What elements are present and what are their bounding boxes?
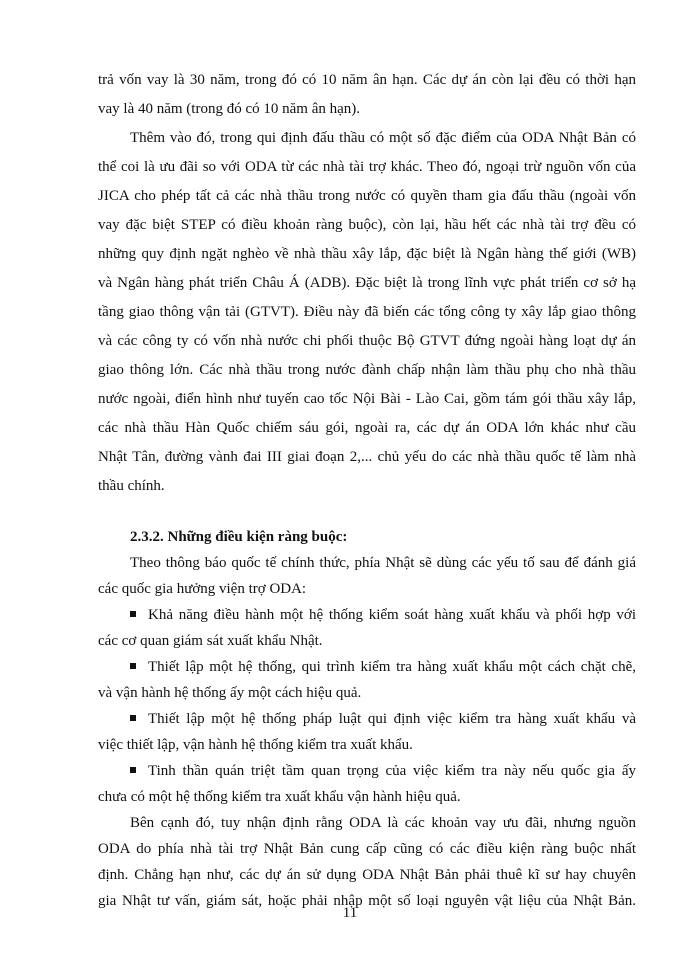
square-bullet-icon — [130, 715, 136, 721]
paragraph-line: thể coi là ưu đãi so với ODA từ các nhà tài trợ khác. Theo đó, ngoại trừ nguồn vốn của — [98, 159, 636, 175]
paragraph-line: định. Chẳng hạn như, các dự án sử dụng ODA Nhật Bản phải thuê kĩ sư hay chuyên — [98, 867, 636, 883]
square-bullet-icon — [130, 767, 136, 773]
paragraph-line: Theo thông báo quốc tế chính thức, phía Nhật sẽ dùng các yếu tố sau để đánh giá — [130, 555, 636, 571]
paragraph-line: những quy định ngặt nghèo về nhà thầu xây lắp, đặc biệt là Ngân hàng thế giới (WB) — [98, 246, 636, 262]
square-bullet-icon — [130, 611, 136, 617]
paragraph-line: Nhật Tân, đường vành đai III giai đoạn 2,... chủ yếu do các nhà thầu quốc tế làm nhà — [98, 449, 636, 465]
bullet-text: Khả năng điều hành một hệ thống kiểm soát hàng xuất khẩu và phối hợp với — [148, 607, 636, 623]
page-number: 11 — [342, 905, 358, 921]
section-heading: 2.3.2. Những điều kiện ràng buộc: — [130, 529, 348, 545]
paragraph-line: và Ngân hàng phát triển Châu Á (ADB). Đặc biệt là trong lĩnh vực phát triển cơ sở hạ — [98, 275, 636, 291]
paragraph-line: thầu chính. — [98, 478, 165, 494]
bullet-continuation: chưa có một hệ thống kiểm tra xuất khẩu vận hành hiệu quả. — [98, 789, 461, 805]
bullet-text: Tinh thần quán triệt tầm quan trọng của việc kiểm tra này nếu quốc gia ấy — [148, 763, 636, 779]
bullet-item — [130, 657, 636, 677]
bullet-item — [130, 709, 636, 729]
square-bullet-icon — [130, 663, 136, 669]
paragraph-line: và các công ty có vốn nhà nước chi phối thuộc Bộ GTVT đứng ngoài hàng loạt dự án — [98, 333, 636, 349]
bullet-item — [130, 605, 636, 625]
bullet-text: Thiết lập một hệ thống, qui trình kiểm tra hàng xuất khẩu một cách chặt chẽ, — [148, 659, 636, 675]
bullet-item — [130, 761, 636, 781]
paragraph-line: nước ngoài, điển hình như tuyến cao tốc Nội Bài - Lào Cai, gồm tám gói thầu xây lắp, — [98, 391, 636, 407]
bullet-continuation: các cơ quan giám sát xuất khẩu Nhật. — [98, 633, 323, 649]
paragraph-line: ODA do phía nhà tài trợ Nhật Bản cung cấp cũng có các điều kiện ràng buộc nhất — [98, 841, 636, 857]
paragraph-line: các quốc gia hưởng viện trợ ODA: — [98, 581, 307, 597]
paragraph-line: vay đặc biệt STEP có điều khoản ràng buộc), còn lại, hầu hết các nhà tài trợ đều có — [98, 217, 636, 233]
paragraph-line: Thêm vào đó, trong qui định đấu thầu có một số đặc điểm của ODA Nhật Bản có — [130, 130, 636, 146]
bullet-continuation: và vận hành hệ thống ấy một cách hiệu quả. — [98, 685, 362, 701]
paragraph-line: tầng giao thông vận tải (GTVT). Điều này đã biến các tổng công ty xây lắp giao thông — [98, 304, 636, 320]
bullet-continuation: việc thiết lập, vận hành hệ thống kiểm tra xuất khẩu. — [98, 737, 413, 753]
bullet-text: Thiết lập một hệ thống pháp luật qui định việc kiểm tra hàng xuất khẩu và — [148, 711, 636, 727]
paragraph-line: giao thông lớn. Các nhà thầu trong nước đành chấp nhận làm thầu phụ cho nhà thầu — [98, 362, 636, 378]
paragraph-line: các nhà thầu Hàn Quốc chiếm sáu gói, ngoài ra, các dự án ODA lớn khác như cầu — [98, 420, 636, 436]
paragraph-line: JICA cho phép tất cả các nhà thầu trong nước có quyền tham gia đấu thầu (ngoài vốn — [98, 188, 636, 204]
paragraph-line: vay là 40 năm (trong đó có 10 năm ân hạn). — [98, 101, 361, 117]
paragraph-line: trả vốn vay là 30 năm, trong đó có 10 năm ân hạn. Các dự án còn lại đều có thời hạn — [98, 72, 636, 88]
paragraph-line: gia Nhật tư vấn, giám sát, hoặc phải nhập một số loại nguyên vật liệu của Nhật Bản. — [98, 893, 636, 909]
paragraph-line: Bên cạnh đó, tuy nhận định rằng ODA là các khoản vay ưu đãi, nhưng nguồn — [130, 815, 636, 831]
